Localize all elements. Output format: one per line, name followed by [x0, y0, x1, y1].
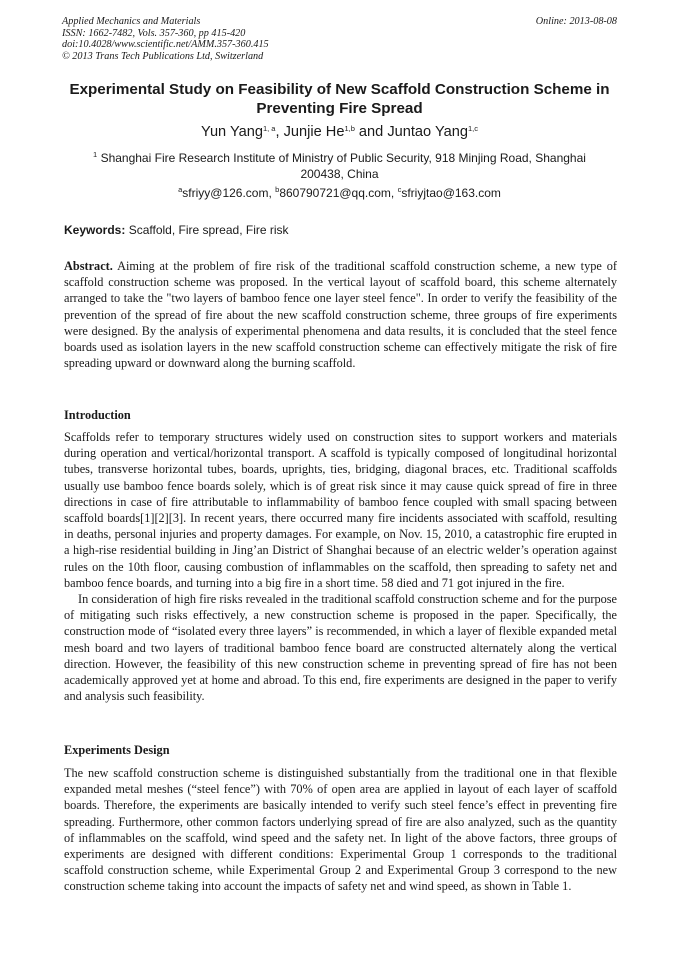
experiments-paragraph-1: The new scaffold construction scheme is distinguished substantially from the traditional one in that flexible expanded metal meshes (“steel fence”) with 70% of open area are applied in layout of each layer of scaffold boards. Therefore, the experiments are basically intended to verify such steel fence’s effect in preventing fire spreading. Furthermore, other common factors underlying spread of fire are also analyzed, such as the quantity of inflammables on the scaffold, wind speed and the safety net. In light of the above factors, three groups of experiments are designed with different conditions: Experimental Group 1 corresponds to the traditional scaffold construction scheme, while Experimental Group 2 and Experimental Group 3 correspond to the new construction scheme taking into account the impacts of safety net and wind speed, as shown in Table 1.: [64, 766, 617, 894]
author-separator: and: [354, 124, 388, 140]
introduction-paragraph-1: Scaffolds refer to temporary structures widely used on construction sites to support workers and materials during operation and vertical/horizontal transport. A scaffold is typically composed of longitudinal horizontal tubes, transverse horizontal tubes, boards, uprights, ties, bridging, diagonal braces, etc. Traditional scaffolds usually use bamboo fence boards solely, which is of great risk since it may cause quick spread of fire in three directions in case of fire attributable to inflammability of bamboo fence coupled with small spacing between scaffold boards[1][2][3]. In recent years, there occurred many fire incidents associated with scaffold, resulting in deaths, personal injuries and property damages. For example, on Nov. 15, 2010, a catastrophic fire erupted in a high-rise residential building in Jing’an District of Shanghai because of an electric welder’s operation against rules on the 10th floor, causing combustion of inflammables on the scaffold, then spreading to safety net and bamboo fence boards, and turning into a big fire in a short time. 58 died and 71 got injured in the fire.: [64, 430, 617, 590]
author-affil-sup: 1, a: [262, 124, 276, 133]
email-sup: a: [178, 185, 183, 194]
affiliation-line1: Shanghai Fire Research Institute of Ministry of Public Security, 918 Minjing Road, Shanghai: [100, 151, 586, 165]
affiliation-line2: 200438, China: [300, 167, 379, 181]
introduction-paragraph-2: In consideration of high fire risks revealed in the traditional scaffold construction scheme and for the purpose of mitigating such risks effectively, a new construction scheme is proposed in the paper. Specifically, the construction mode of “isolated every three layers” is recommended, in which a layer of flexible expanded metal mesh board and two layers of traditional bamboo fence board are constructed alternately along the vertical direction. However, the feasibility of this new construction scheme in preventing spread of fire has not been academically approved yet at home and abroad. To this end, fire experiments are designed in the paper to verify and analysis such feasibility.: [64, 592, 617, 704]
email-link[interactable]: 860790721@qq.com: [279, 186, 391, 200]
email-sup: b: [275, 185, 280, 194]
abstract: [64, 258, 617, 371]
journal-copyright: © 2013 Trans Tech Publications Ltd, Switzerland: [62, 50, 264, 62]
affiliation: [62, 150, 617, 182]
email-separator: ,: [390, 186, 398, 200]
abstract-label: Abstract.: [64, 259, 113, 273]
affiliation-sup: 1: [93, 150, 98, 159]
journal-name: Applied Mechanics and Materials: [62, 16, 201, 27]
author-name: Juntao Yang: [387, 124, 468, 140]
journal-issn: ISSN: 1662-7482, Vols. 357-360, pp 415-420: [62, 27, 246, 39]
keywords-text: Scaffold, Fire spread, Fire risk: [125, 223, 289, 237]
paper-title: Experimental Study on Feasibility of New Scaffold Construction Scheme in Preventing Fire Spread: [69, 81, 610, 117]
author-affil-sup: 1,b: [344, 124, 355, 133]
experiments-section: [64, 765, 617, 895]
author-name: Yun Yang: [201, 124, 263, 140]
author-list: [62, 123, 617, 141]
author-name: Junjie He: [283, 124, 345, 140]
keywords-label: Keywords:: [64, 223, 126, 237]
online-date: Online: 2013-08-08: [535, 16, 617, 27]
abstract-text: Aiming at the problem of fire risk of the traditional scaffold construction scheme, a new type of scaffold construction scheme was proposed. In the vertical layout of scaffold board, this scheme alternately arranged to take the "two layers of bamboo fence one layer steel fence". In order to verify the feasibility of the prevention of the spread of fire about the new scaffold construction scheme, three groups of fire experiments were designed. By the analysis of experimental phenomena and data results, it is concluded that the steel fence boards used as isolation layers in the new scaffold construction scheme can effectively mitigate the risk of fire spreading upward or downward along the burning scaffold.: [64, 259, 617, 371]
author-separator: ,: [275, 124, 284, 140]
experiments-heading: Experiments Design: [64, 743, 170, 757]
author-emails: [62, 185, 617, 201]
email-link[interactable]: sfriyy@126.com: [182, 186, 269, 200]
author-affil-sup: 1,c: [467, 124, 478, 133]
introduction-heading: Introduction: [64, 408, 131, 422]
email-sup: c: [397, 185, 402, 194]
email-link[interactable]: sfriyjtao@163.com: [401, 186, 501, 200]
introduction-section: [64, 429, 617, 704]
keywords: [64, 222, 617, 238]
journal-doi: doi:10.4028/www.scientific.net/AMM.357-360.415: [62, 39, 269, 51]
email-separator: ,: [268, 186, 276, 200]
journal-header: [62, 16, 617, 62]
